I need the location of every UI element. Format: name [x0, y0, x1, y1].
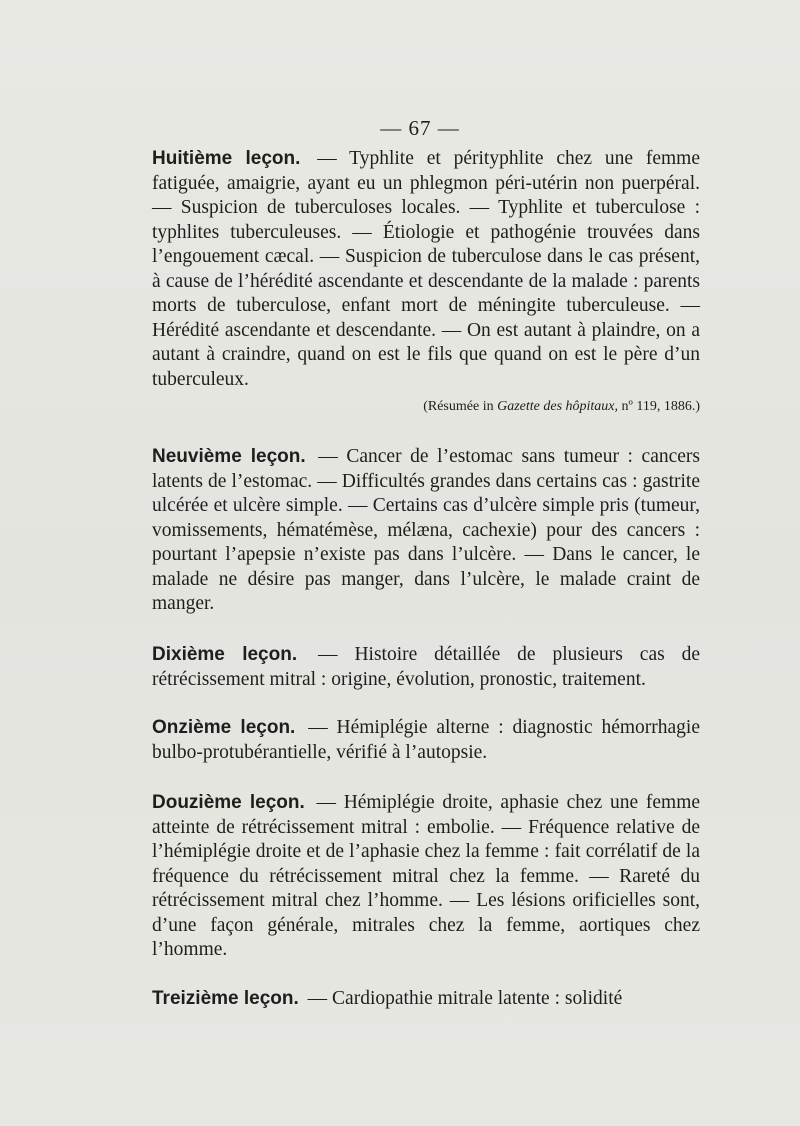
- lesson-title: Treizième leçon.: [152, 988, 299, 1009]
- source-suffix: nº 119, 1886.): [621, 399, 700, 414]
- lesson-text: — Hémiplégie alterne : diagnostic hémorrhagie bulbo-protubérantielle, vérifié à l’autopsie.: [152, 717, 701, 763]
- lesson-12: [152, 791, 700, 963]
- lesson-title: Douzième leçon.: [152, 792, 305, 813]
- source-journal: Gazette des hôpitaux,: [497, 399, 619, 414]
- page-number: — 67 —: [380, 116, 460, 140]
- lesson-11: [152, 716, 700, 765]
- lesson-9: [152, 445, 700, 617]
- lesson-text: — Histoire détaillée de plusieurs cas de rétrécissement mitral : origine, évolution, pronostic, traitement.: [152, 644, 701, 690]
- lesson-text: — Typhlite et pérityphlite chez une femme fatiguée, amaigrie, ayant eu un phlegmon péri-utérin non puerpéral. — Suspicion de tuberculoses locales. — Typhlite et tuberculose : typhlites tuberculeuses. — Étiologie et pathogénie trouvées dans l’engouement cæcal. — Suspicion de tuberculose dans le cas présent, à cause de l’hérédité ascendante et descendante de la malade : parents morts de tuberculose, enfant mort de méningite tuberculeuse. — Hérédité ascendante et descendante. — On est autant à plaindre, on a autant à craindre, quand on est le fils que quand on est le père d’un tuberculeux.: [152, 148, 700, 390]
- lesson-title: Dixième leçon.: [152, 644, 298, 665]
- source-note: [300, 399, 700, 415]
- source-prefix: (Résumée in: [423, 399, 494, 414]
- lesson-title: Huitième leçon.: [152, 148, 301, 169]
- lesson-text: — Cardiopathie mitrale latente : solidité: [307, 988, 623, 1009]
- lesson-title: Onzième leçon.: [152, 717, 296, 738]
- lesson-text: — Hémiplégie droite, aphasie chez une femme atteinte de rétrécissement mitral : embolie. — Fréquence relative de l’hémiplégie droite et de l’aphasie chez la femme : fait corrélatif de la fréquence du rétrécissement mitral chez la femme. — Rareté du rétrécissement mitral chez l’homme. — Les lésions orificielles sont, d’une façon générale, mitrales chez la femme, aortiques chez l’homme.: [152, 792, 701, 960]
- lesson-13: [152, 987, 700, 1012]
- lesson-10: [152, 643, 700, 692]
- lesson-8: [152, 147, 700, 392]
- lesson-text: — Cancer de l’estomac sans tumeur : cancers latents de l’estomac. — Difficultés grandes dans certains cas : gastrite ulcérée et ulcère simple. — Certains cas d’ulcère simple pris (tumeur, vomissements, hématémèse, mélæna, cachexie) pour des cancers : pourtant l’apepsie n’existe pas dans l’ulcère. — Dans le cancer, le malade ne désire pas manger, dans l’ulcère, le malade craint de manger.: [152, 446, 701, 614]
- lesson-title: Neuvième leçon.: [152, 446, 306, 467]
